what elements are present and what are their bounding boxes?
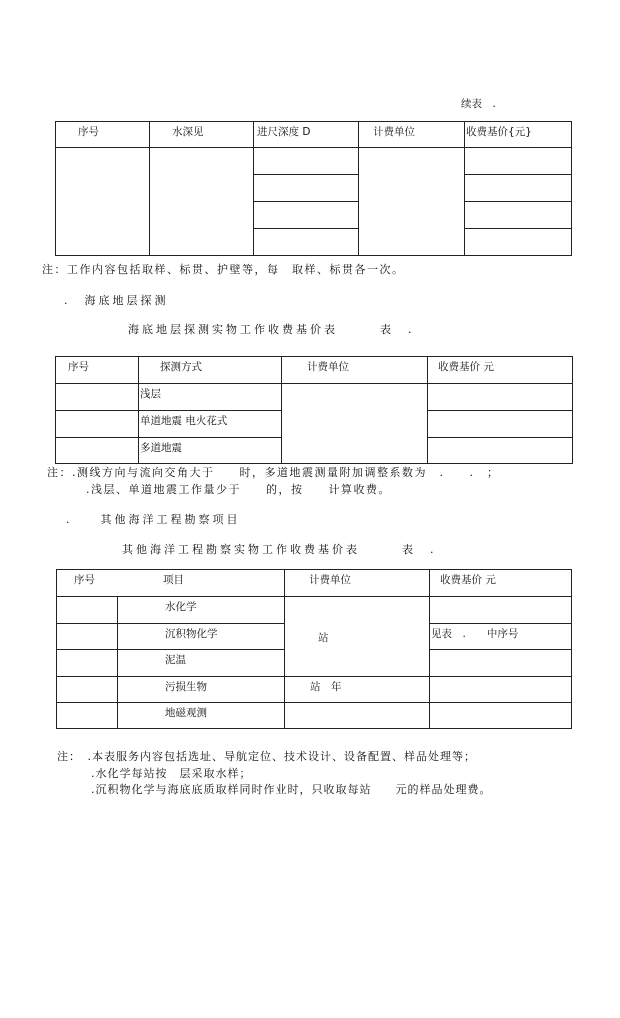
table-3-item-mud-temperature: 泥温 bbox=[165, 654, 186, 666]
note-3-line-2: .水化学每站按 层采取水样； bbox=[91, 767, 252, 780]
table-3-unit-station-year: 站 年 bbox=[310, 681, 342, 693]
table-2-header-unit: 计费单位 bbox=[307, 361, 349, 373]
table-2-header-method: 探测方式 bbox=[160, 361, 202, 373]
table-2-method-multi-channel: 多道地震 bbox=[140, 442, 182, 454]
continued-label: 续表 . bbox=[461, 98, 496, 110]
table-3-item-fouling-organisms: 污损生物 bbox=[165, 681, 207, 693]
table-3-title: 其他海洋工程勘察实物工作收费基价表 表 . bbox=[122, 543, 437, 556]
section-seabed-title: . 海底地层探测 bbox=[64, 294, 169, 307]
table-2-header-index: 序号 bbox=[68, 361, 89, 373]
table-3-price-reference: 见表 . 中序号 bbox=[431, 628, 519, 640]
section-other-title: . 其他海洋工程勘察项目 bbox=[66, 513, 241, 526]
table-2-header-price: 收费基价 元 bbox=[438, 361, 494, 373]
table-3-item-sediment-chemistry: 沉积物化学 bbox=[165, 628, 218, 640]
table-3-header-price: 收费基价 元 bbox=[440, 574, 496, 586]
table-3-item-geomagnetic: 地磁观测 bbox=[165, 707, 207, 719]
table-1-header-unit: 计费单位 bbox=[373, 126, 415, 138]
note-3-line-1: 注： .本表服务内容包括选址、导航定位、技术设计、设备配置、样品处理等； bbox=[57, 750, 476, 763]
table-3-item-water-chemistry: 水化学 bbox=[165, 601, 197, 613]
table-3-header-item: 项目 bbox=[163, 574, 184, 586]
table-3-header-unit: 计费单位 bbox=[309, 574, 351, 586]
note-2-line-2: .浅层、单道地震工作量少于 的，按 计算收费。 bbox=[86, 483, 391, 496]
table-2-title: 海底地层探测实物工作收费基价表 表 . bbox=[128, 323, 415, 336]
table-3-unit-station: 站 bbox=[318, 632, 329, 644]
table-1-header-footage: 进尺深度 D bbox=[257, 126, 311, 138]
note-3-line-3: .沉积物化学与海底底质取样同时作业时，只收取每站 元的样品处理费。 bbox=[91, 783, 492, 796]
table-3-header-index: 序号 bbox=[74, 574, 95, 586]
note-1: 注：工作内容包括取样、标贯、护壁等，每 取样、标贯各一次。 bbox=[42, 263, 405, 276]
table-2-method-single-channel: 单道地震 电火花式 bbox=[140, 415, 228, 427]
note-2-line-1: 注：.测线方向与流向交角大于 时，多道地震测量附加调整系数为 . . ； bbox=[47, 466, 500, 479]
table-1-header-price: 收费基价{元} bbox=[466, 126, 532, 138]
table-2-method-shallow: 浅层 bbox=[140, 388, 161, 400]
table-1-header-index: 序号 bbox=[78, 126, 99, 138]
table-1-header-depth: 水深见 bbox=[172, 126, 204, 138]
